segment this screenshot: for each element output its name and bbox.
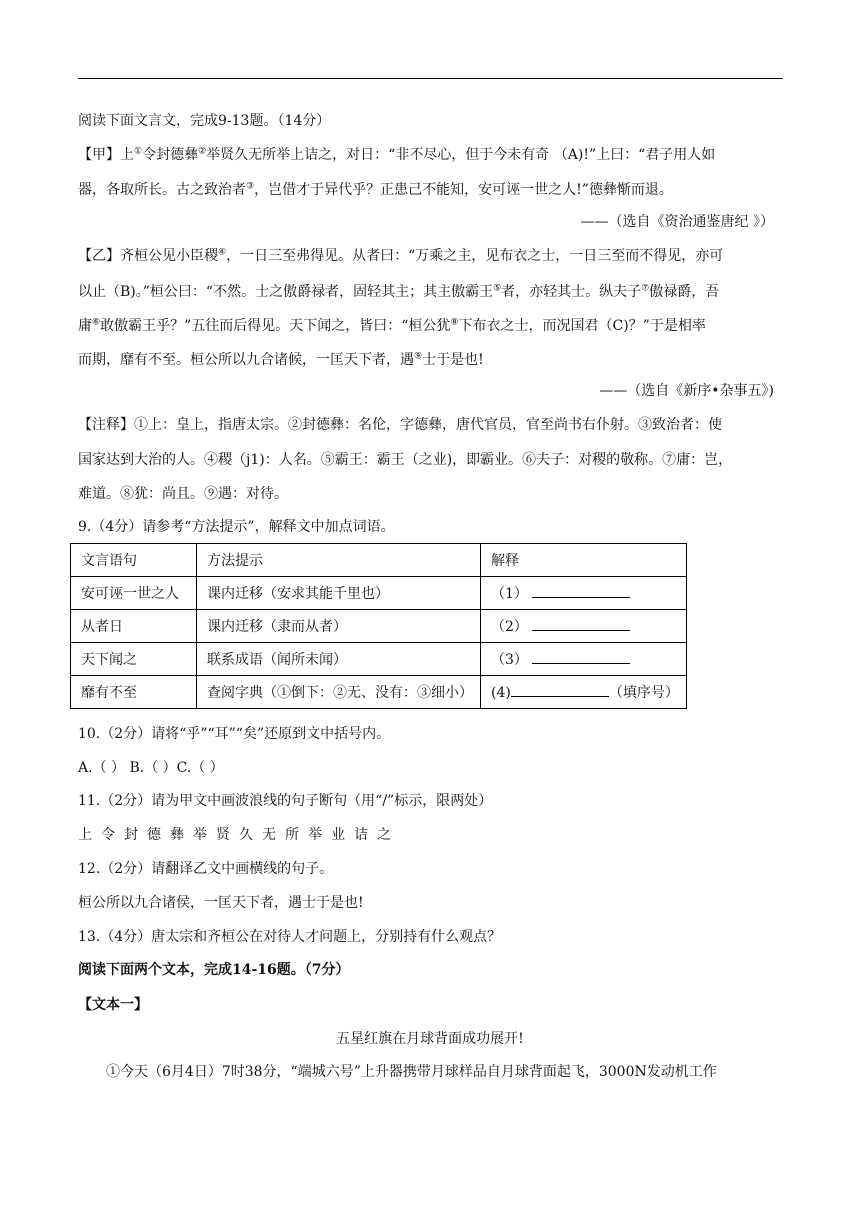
table-row [71, 643, 687, 676]
article-headline: 五星红旗在月球背面成功展开! [336, 1031, 524, 1047]
table-cell: 天下闻之 [71, 643, 197, 676]
notes-line-1: 【注释】①上：皇上，指唐太宗。②封德彝：名伦，字德彝，唐代官员，官至尚书右仆射。③致治者：使 [78, 417, 722, 433]
passage-jia-line-2: 器，各取所长。古之致治者③，岂借才于异代乎？正患己不能知，安可诬一世之人!”德彝惭而退。 [78, 181, 673, 198]
answer-blank[interactable] [532, 585, 630, 598]
answer-cell[interactable]: （3） [481, 643, 687, 676]
table-cell: 靡有不至 [71, 676, 197, 709]
answer-cell[interactable]: （1） [481, 577, 687, 610]
table-header-cell: 解释 [481, 544, 687, 577]
reading2-intro: 阅读下面两个文本，完成14-16题。（7分） [78, 962, 350, 978]
table-cell: 课内迁移（隶而从者） [197, 610, 481, 643]
notes-line-3: 难道。⑧犹：尚且。⑨遇：对待。 [78, 486, 288, 502]
table-row [71, 577, 687, 610]
header-rule [78, 78, 783, 79]
passage-yi-source: ——（选自《新序•杂事五》) [599, 383, 774, 399]
passage-jia-source: ——（选自《资治通鉴唐纪 》） [580, 214, 774, 230]
passage-yi-line-4: 而期，靡有不至。桓公所以九合诸候，一匡天下者，遇⑨士于是也! [78, 351, 484, 368]
table-cell: 课内迁移（安求其能千里也） [197, 577, 481, 610]
q11-title: 11.（2分）请为甲文中画波浪线的句子断句（用“/”标示，限两处） [78, 793, 493, 809]
q10-title: 10.（2分）请将“乎”“耳”“矣”还原到文中括号内。 [78, 726, 391, 742]
answer-blank[interactable] [532, 651, 630, 664]
notes-line-2: 国家达到大治的人。④稷（j1)：人名。⑤霸王：霸王（之业)，即霸业。⑥夫子：对稷的敬称。⑦庸：岂， [78, 452, 733, 468]
passage-yi-line-2: 以止（B)。”桓公曰：“不然。士之傲爵禄者，固轻其主；其主傲霸王⑤者，亦轻其士。纵夫子⑦傲禄爵，吾 [78, 283, 720, 300]
q11-sentence: 上 令 封 德 彝 举 贤 久 无 所 举 业 诘 之 [78, 827, 391, 843]
table-cell: 从者日 [71, 610, 197, 643]
article-paragraph-1: ①今天（6月4日）7时38分，“端城六号”上升器携带月球样品自月球背面起飞，3000N发动机工作 [106, 1064, 717, 1080]
passage-intro: 阅读下面文言文，完成9-13题。（14分） [78, 113, 331, 129]
passage-jia-line-1: 【甲】上①令封德彝②举贤久无所举上诘之，对日：“非不尽心，但于今未有奇 （A)!”上曰：“君子用人如 [78, 146, 716, 163]
table-cell: 安可诬一世之人 [71, 577, 197, 610]
q9-title: 9.（4分）请参考“方法提示”，解释文中加点词语。 [78, 519, 395, 535]
q9-table [70, 543, 687, 709]
q12-title: 12.（2分）请翻译乙文中画横线的句子。 [78, 861, 334, 877]
q12-sentence: 桓公所以九合诸侯，一匡天下者，遇士于是也! [78, 895, 364, 911]
table-header-cell: 方法提示 [197, 544, 481, 577]
q13-title: 13.（4分）唐太宗和齐桓公在对待人才问题上，分别持有什么观点？ [78, 929, 502, 945]
table-header-cell: 文言语句 [71, 544, 197, 577]
answer-blank[interactable] [532, 618, 630, 631]
passage-yi-line-3: 庸⑥敢傲霸王乎？”五往而后得见。天下闻之，皆曰：“桓公犹⑧下布衣之士，而况国君（C)？”于是相率 [78, 317, 706, 334]
text1-label: 【文本一】 [78, 997, 148, 1013]
table-row [71, 610, 687, 643]
q10-options: A.（ ） B.（ ）C.（ ） [78, 760, 224, 776]
answer-cell[interactable]: （2） [481, 610, 687, 643]
passage-yi-line-1: 【乙】齐桓公见小臣稷④，一日三至弗得见。从者曰：“万乘之主，见布衣之士，一日三至而不得见，亦可 [78, 247, 724, 264]
answer-cell[interactable]: (4) （填序号） [481, 676, 687, 709]
table-cell: 联系成语（闻所未闻） [197, 643, 481, 676]
answer-blank[interactable] [511, 684, 609, 697]
table-cell: 查阅字典（①倒下：②无、没有：③细小） [197, 676, 481, 709]
table-header-row [71, 544, 687, 577]
table-row [71, 676, 687, 709]
